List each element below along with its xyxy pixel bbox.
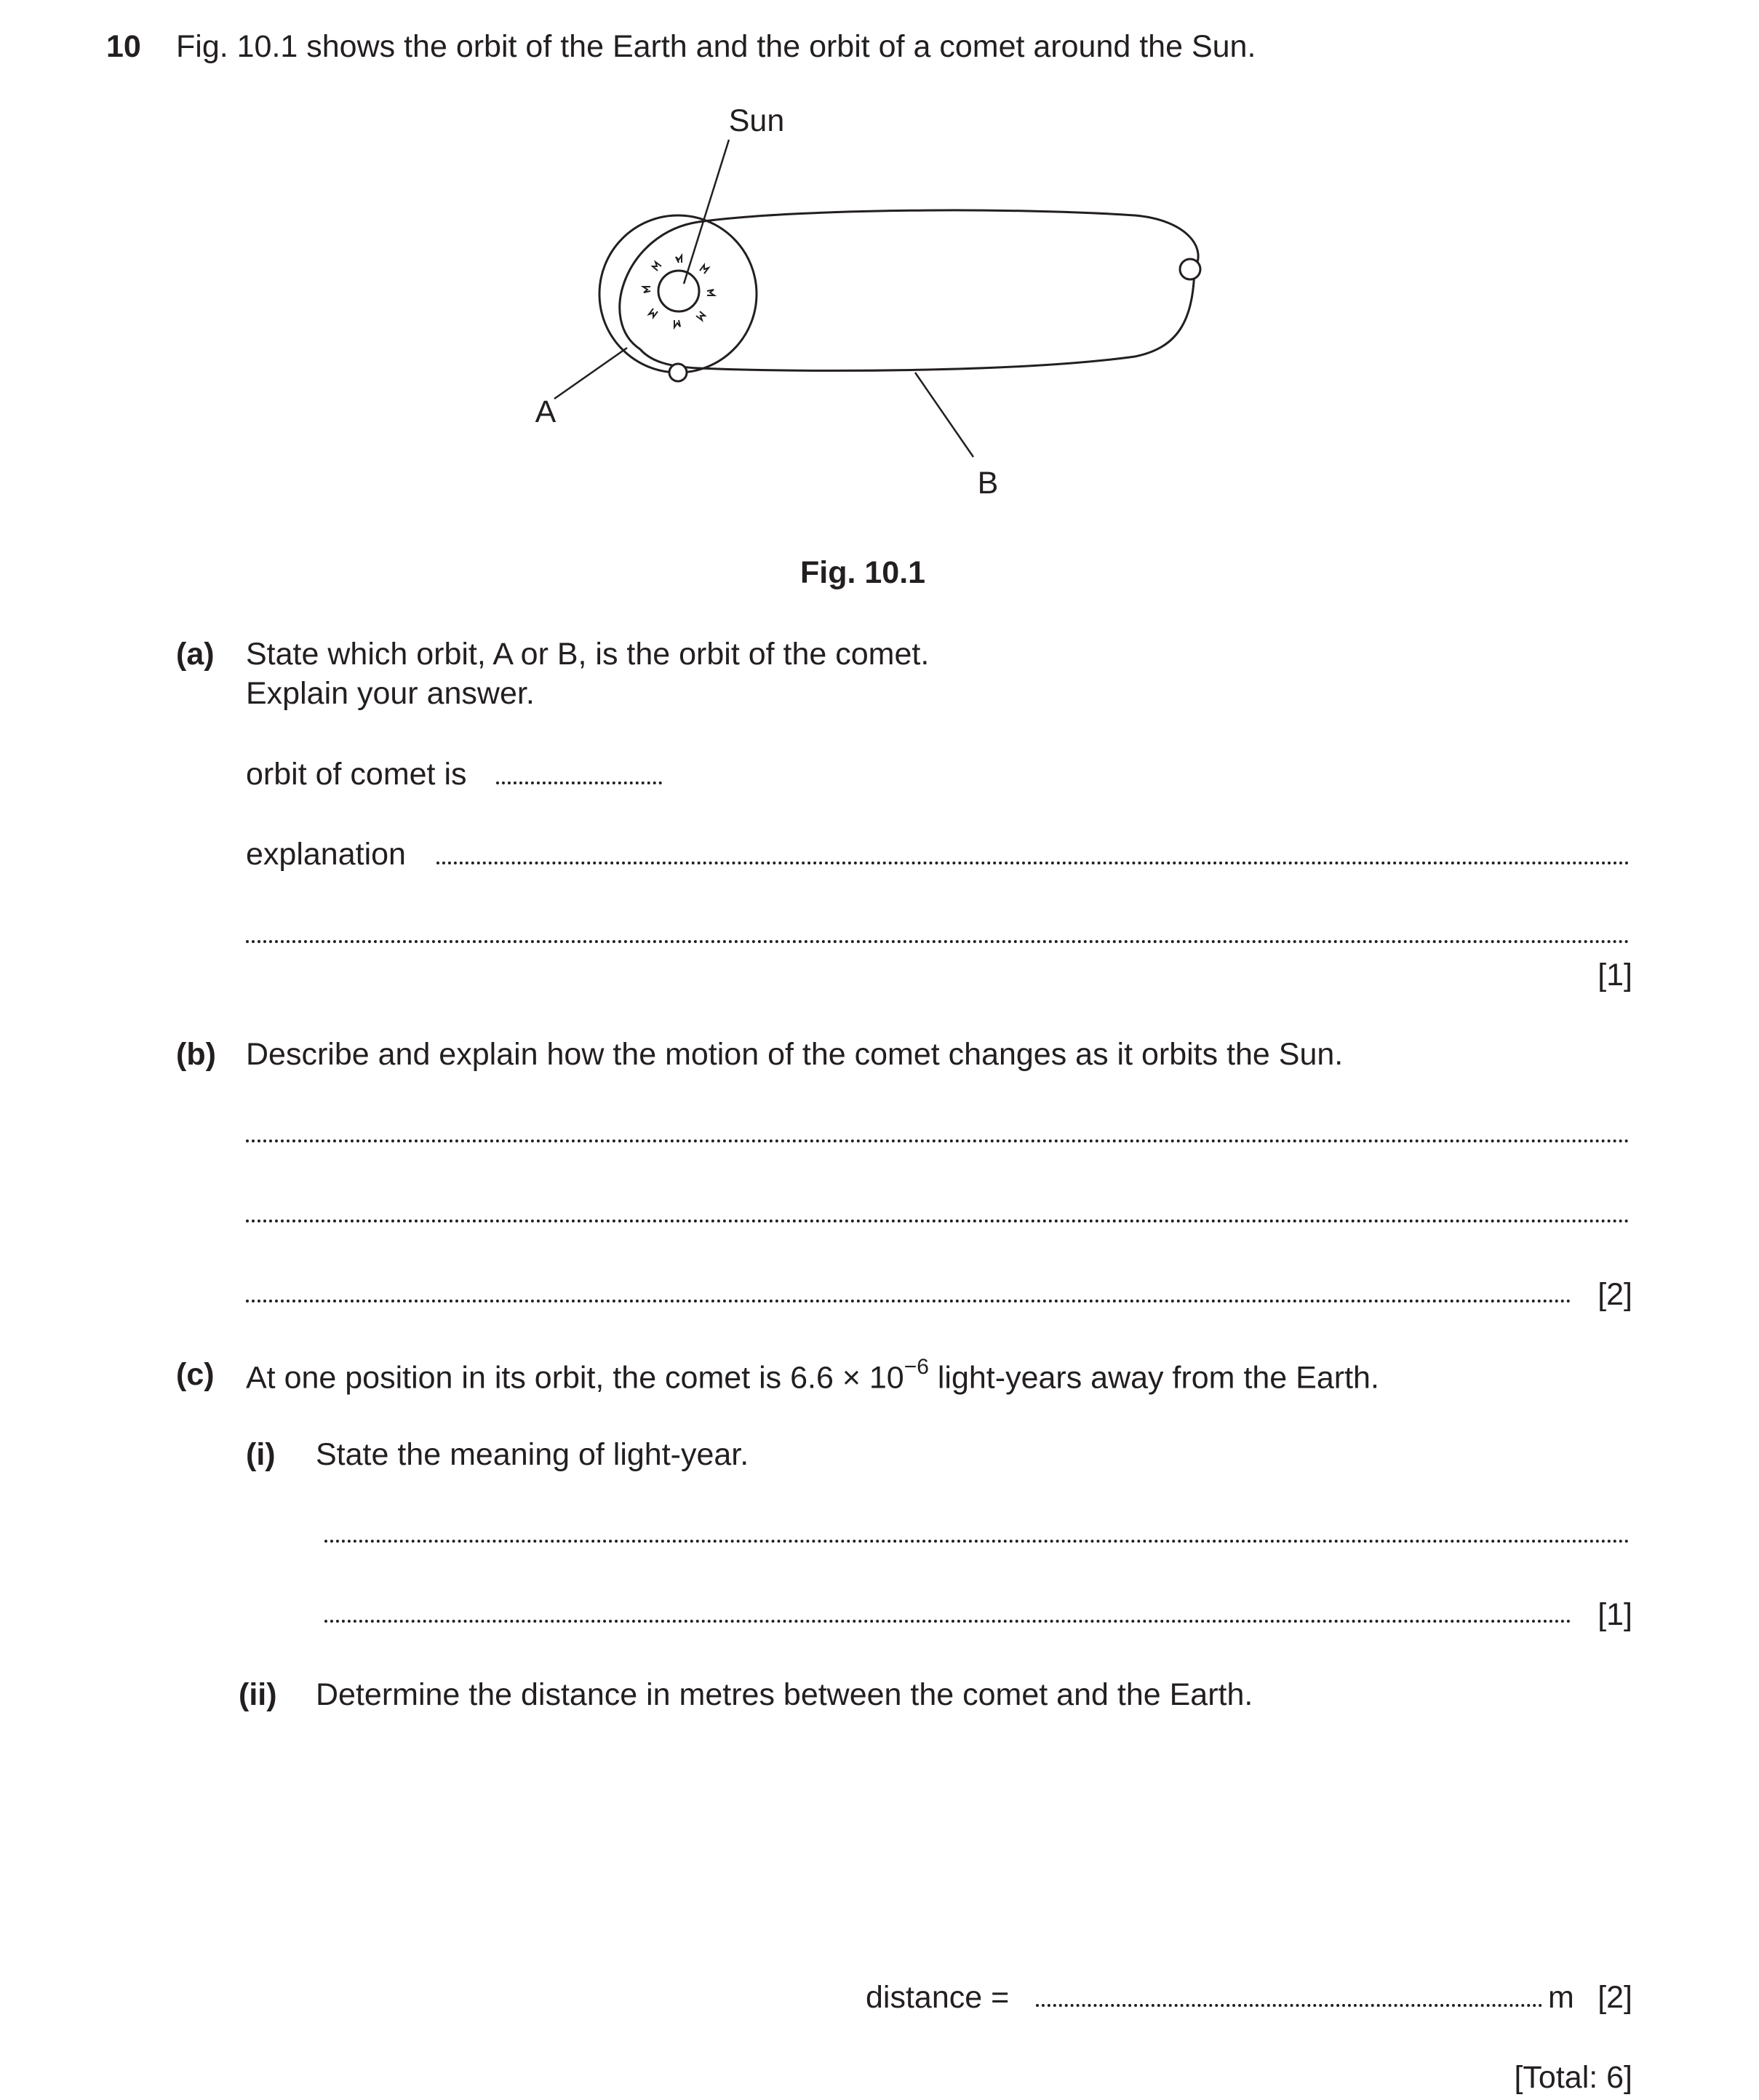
label-a-pointer — [554, 348, 627, 399]
label-b-pointer — [915, 373, 973, 457]
figure-label-b: B — [977, 466, 999, 501]
part-c-ii-marks: [2] — [1598, 1980, 1632, 2015]
orbit-prompt: orbit of comet is — [246, 757, 467, 792]
sun-pointer — [684, 140, 729, 284]
part-c-i-answer-line-2[interactable] — [324, 1620, 1571, 1623]
comet-marker — [1180, 259, 1200, 279]
figure-caption: Fig. 10.1 — [800, 555, 926, 590]
part-c-i-answer-line-1[interactable] — [324, 1540, 1630, 1543]
question-intro: Fig. 10.1 shows the orbit of the Earth and the orbit of a comet around the Sun. — [176, 29, 1256, 64]
distance-answer-line[interactable] — [1036, 2004, 1542, 2007]
part-b-text: Describe and explain how the motion of the comet changes as it orbits the Sun. — [246, 1037, 1344, 1072]
explanation-answer-line[interactable] — [436, 862, 1630, 864]
figure-label-a: A — [535, 394, 557, 429]
part-c-ii-label: (ii) — [239, 1677, 277, 1712]
total-marks: [Total: 6] — [1514, 2060, 1632, 2095]
figure-label-sun: Sun — [728, 103, 785, 138]
sun-rays — [643, 255, 714, 327]
question-number: 10 — [106, 29, 141, 64]
distance-unit: m — [1548, 1980, 1574, 2015]
distance-prompt: distance = — [866, 1980, 1010, 2015]
part-a-line2: Explain your answer. — [246, 676, 535, 711]
part-a-marks: [1] — [1598, 958, 1632, 993]
part-b-marks: [2] — [1598, 1277, 1632, 1312]
orbit-answer-line[interactable] — [496, 781, 662, 784]
sun-disc — [658, 271, 699, 311]
part-a-line1: State which orbit, A or B, is the orbit of the comet. — [246, 637, 930, 672]
part-b-answer-line-2[interactable] — [246, 1220, 1630, 1222]
part-c-exponent: −6 — [904, 1355, 929, 1379]
explanation-prompt: explanation — [246, 837, 406, 872]
part-c-ii-text: Determine the distance in metres between the comet and the Earth. — [316, 1677, 1253, 1712]
part-b-label: (b) — [176, 1037, 216, 1072]
part-c-i-marks: [1] — [1598, 1597, 1632, 1632]
part-c-i-text: State the meaning of light-year. — [316, 1437, 749, 1472]
part-b-answer-line-1[interactable] — [246, 1140, 1630, 1142]
part-c-text — [246, 1355, 1379, 1396]
part-c-text-before: At one position in its orbit, the comet is 6.6 × 10 — [246, 1360, 904, 1396]
part-a-label: (a) — [176, 637, 215, 672]
comet-orbit-b — [620, 210, 1198, 370]
part-b-answer-line-3[interactable] — [246, 1300, 1571, 1302]
part-c-text-after: light-years away from the Earth. — [928, 1360, 1379, 1396]
earth-marker — [669, 364, 687, 381]
orbit-diagram — [0, 0, 1759, 582]
earth-orbit-a — [599, 215, 757, 373]
explanation-answer-line-2[interactable] — [246, 940, 1630, 943]
part-c-label: (c) — [176, 1357, 215, 1392]
part-c-i-label: (i) — [246, 1437, 276, 1472]
